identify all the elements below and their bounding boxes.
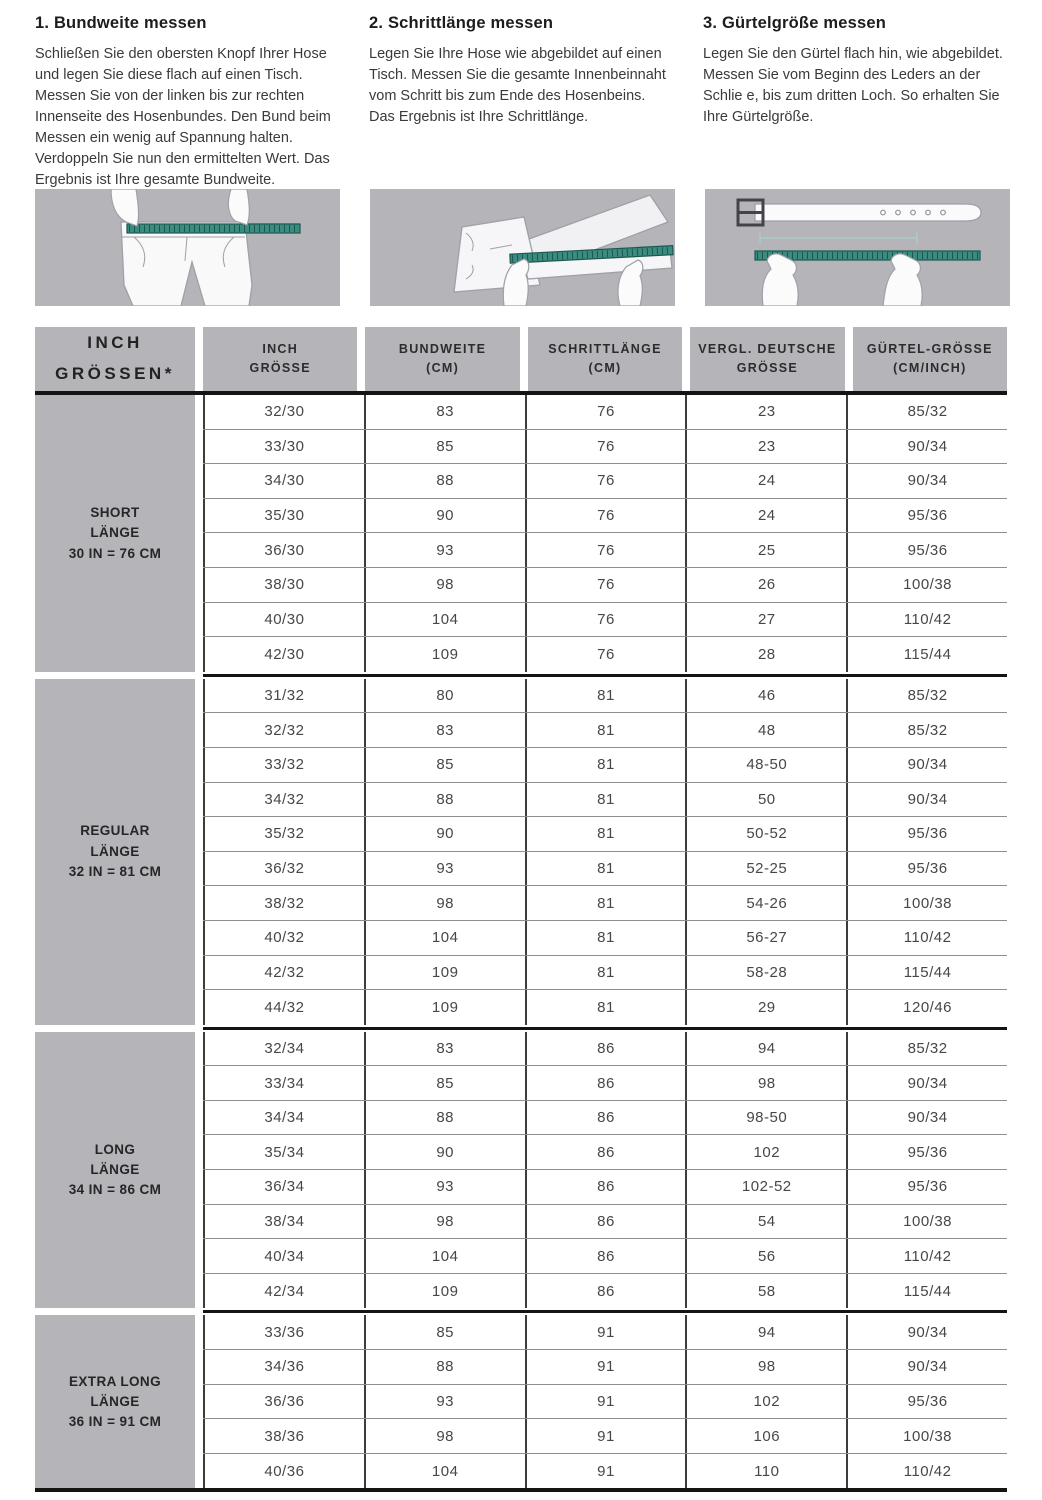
- table-cell: 76: [525, 395, 686, 429]
- table-cell: 86: [525, 1066, 686, 1100]
- belt-measure-illustration-box: [705, 189, 1010, 306]
- table-cell: 44/32: [203, 990, 364, 1025]
- table-cell: 120/46: [846, 990, 1007, 1025]
- illustrations: [35, 189, 1007, 306]
- table-cell: 109: [364, 1274, 525, 1309]
- table-cell: 24: [685, 499, 846, 533]
- pants-inseam-measure-icon: [370, 189, 675, 306]
- table-cell: 90/34: [846, 1315, 1007, 1349]
- table-cell: 81: [525, 748, 686, 782]
- table-cell: 81: [525, 990, 686, 1025]
- table-cell: 86: [525, 1101, 686, 1135]
- table-row: [203, 1419, 1007, 1454]
- section-label: LONG LÄNGE 34 IN = 86 CM: [35, 1032, 195, 1309]
- table-cell: 35/34: [203, 1135, 364, 1169]
- table-cell: 109: [364, 990, 525, 1025]
- column-header: VERGL. DEUTSCHE GRÖSSE: [690, 327, 844, 391]
- table-cell: 90/34: [846, 783, 1007, 817]
- table-cell: 38/30: [203, 568, 364, 602]
- table-cell: 33/34: [203, 1066, 364, 1100]
- table-cell: 109: [364, 637, 525, 672]
- table-cell: 88: [364, 1101, 525, 1135]
- table-cell: 36/34: [203, 1170, 364, 1204]
- table-cell: 81: [525, 886, 686, 920]
- table-cell: 85: [364, 1066, 525, 1100]
- table-row: [203, 1274, 1007, 1309]
- table-cell: 115/44: [846, 1274, 1007, 1309]
- table-cell: 76: [525, 533, 686, 567]
- table-cell: 28: [685, 637, 846, 672]
- measuring-tape: [127, 224, 300, 233]
- section-rows: [203, 679, 1007, 1025]
- instruction-step-3: [703, 14, 1007, 189]
- table-cell: 29: [685, 990, 846, 1025]
- hands: [111, 189, 249, 226]
- table-cell: 109: [364, 956, 525, 990]
- table-cell: 48-50: [685, 748, 846, 782]
- table-cell: 42/34: [203, 1274, 364, 1309]
- table-row: [203, 713, 1007, 748]
- table-cell: 100/38: [846, 568, 1007, 602]
- table-row: [203, 1170, 1007, 1205]
- table-row: [203, 956, 1007, 991]
- table-cell: 98: [364, 1419, 525, 1453]
- table-cell: 85/32: [846, 679, 1007, 713]
- section-label: REGULAR LÄNGE 32 IN = 81 CM: [35, 679, 195, 1025]
- table-cell: 98: [364, 568, 525, 602]
- table-cell: 86: [525, 1170, 686, 1204]
- table-cell: 33/32: [203, 748, 364, 782]
- table-cell: 35/30: [203, 499, 364, 533]
- table-cell: 35/32: [203, 817, 364, 851]
- table-cell: 94: [685, 1032, 846, 1066]
- table-cell: 95/36: [846, 1170, 1007, 1204]
- step-2-heading: 2. Schrittlänge messen: [369, 14, 554, 32]
- table-cell: 91: [525, 1385, 686, 1419]
- table-cell: 40/34: [203, 1239, 364, 1273]
- table-cell: 91: [525, 1315, 686, 1349]
- table-cell: 88: [364, 783, 525, 817]
- table-row: [203, 637, 1007, 672]
- table-cell: 104: [364, 1454, 525, 1489]
- table-row: [203, 921, 1007, 956]
- table-cell: 33/30: [203, 430, 364, 464]
- table-cell: 34/30: [203, 464, 364, 498]
- step-1-heading: 1. Bundweite messen: [35, 14, 207, 32]
- waist-measure-illustration-box: [35, 189, 340, 306]
- table-cell: 81: [525, 817, 686, 851]
- table-cell: 86: [525, 1135, 686, 1169]
- table-cell: 110/42: [846, 1454, 1007, 1489]
- table-cell: 36/32: [203, 852, 364, 886]
- table-cell: 58: [685, 1274, 846, 1309]
- table-cell: 110: [685, 1454, 846, 1489]
- table-cell: 81: [525, 679, 686, 713]
- table-cell: 93: [364, 1170, 525, 1204]
- table-cell: 50: [685, 783, 846, 817]
- table-cell: 42/30: [203, 637, 364, 672]
- table-row: [203, 748, 1007, 783]
- table-cell: 93: [364, 1385, 525, 1419]
- table-cell: 40/30: [203, 603, 364, 637]
- table-cell: 42/32: [203, 956, 364, 990]
- table-row: [203, 533, 1007, 568]
- column-header: SCHRITTLÄNGE (CM): [528, 327, 682, 391]
- table-cell: 91: [525, 1454, 686, 1489]
- table-section: [35, 679, 1007, 1025]
- table-cell: 102: [685, 1385, 846, 1419]
- table-cell: 56: [685, 1239, 846, 1273]
- section-rows: [203, 1315, 1007, 1488]
- table-cell: 26: [685, 568, 846, 602]
- corner-header-line2: GRÖSSEN*: [55, 364, 175, 383]
- table-cell: 58-28: [685, 956, 846, 990]
- belt-measure-icon: [705, 189, 1010, 306]
- table-cell: 94: [685, 1315, 846, 1349]
- table-cell: 90/34: [846, 748, 1007, 782]
- table-row: [203, 464, 1007, 499]
- step-3-heading: 3. Gürtelgröße messen: [703, 14, 887, 32]
- table-row: [203, 603, 1007, 638]
- table-cell: 85/32: [846, 395, 1007, 429]
- column-headers: [203, 327, 1007, 391]
- measure-guide-line: [760, 232, 917, 244]
- section-rows: [203, 395, 1007, 672]
- table-cell: 115/44: [846, 637, 1007, 672]
- section-divider-line: [203, 1027, 1007, 1030]
- table-cell: 36/30: [203, 533, 364, 567]
- section-rows: [203, 1032, 1007, 1309]
- table-body: [35, 395, 1007, 1488]
- table-cell: 90: [364, 499, 525, 533]
- table-row: [203, 1066, 1007, 1101]
- table-row: [203, 1315, 1007, 1350]
- table-cell: 38/32: [203, 886, 364, 920]
- table-cell: 93: [364, 852, 525, 886]
- table-row: [203, 886, 1007, 921]
- table-row: [203, 852, 1007, 887]
- table-cell: 104: [364, 1239, 525, 1273]
- table-bottom-line: [35, 1488, 1007, 1492]
- table-cell: 100/38: [846, 1419, 1007, 1453]
- table-cell: 90/34: [846, 1101, 1007, 1135]
- table-cell: 91: [525, 1350, 686, 1384]
- table-cell: 23: [685, 430, 846, 464]
- table-cell: 95/36: [846, 817, 1007, 851]
- table-row: [203, 1135, 1007, 1170]
- table-cell: 95/36: [846, 1135, 1007, 1169]
- table-cell: 38/36: [203, 1419, 364, 1453]
- table-section: [35, 1032, 1007, 1309]
- table-cell: 100/38: [846, 1205, 1007, 1239]
- table-cell: 85: [364, 1315, 525, 1349]
- table-cell: 104: [364, 921, 525, 955]
- table-cell: 40/32: [203, 921, 364, 955]
- size-table: [35, 327, 1007, 1492]
- step-2-description: Legen Sie Ihre Hose wie abgebildet auf einen Tisch. Messen Sie die gesamte Innenbeinnaht vom Schritt bis zum Ende des Hosenbeins. Das Ergebnis ist Ihre Schrittlänge.: [369, 46, 666, 126]
- table-cell: 83: [364, 395, 525, 429]
- column-header: GÜRTEL-GRÖSSE (CM/INCH): [853, 327, 1007, 391]
- table-cell: 110/42: [846, 921, 1007, 955]
- step-3-description: Legen Sie den Gürtel flach hin, wie abgebildet. Messen Sie vom Beginn des Leders an der Schlie e, bis zum dritten Loch. So erhalten Sie Ihre Gürtelgröße.: [703, 46, 1003, 126]
- table-cell: 98: [364, 1205, 525, 1239]
- table-cell: 90: [364, 817, 525, 851]
- table-cell: 54: [685, 1205, 846, 1239]
- table-cell: 34/34: [203, 1101, 364, 1135]
- column-header: BUNDWEITE (CM): [365, 327, 519, 391]
- step-1-description: Schließen Sie den obersten Knopf Ihrer Hose und legen Sie diese flach auf einen Tisch. Messen Sie von der linken bis zur rechten Innenseite des Hosenbundes. Den Bund beim Messen ein wenig auf Spannung halten. Verdoppeln Sie nun den ermittelten Wert. Das Ergebnis ist Ihre gesamte Bundweite.: [35, 46, 331, 189]
- table-cell: 48: [685, 713, 846, 747]
- table-row: [203, 1205, 1007, 1240]
- table-row: [203, 430, 1007, 465]
- table-cell: 80: [364, 679, 525, 713]
- table-cell: 56-27: [685, 921, 846, 955]
- section-label: EXTRA LONG LÄNGE 36 IN = 91 CM: [35, 1315, 195, 1488]
- table-cell: 33/36: [203, 1315, 364, 1349]
- table-cell: 88: [364, 464, 525, 498]
- table-cell: 95/36: [846, 533, 1007, 567]
- table-row: [203, 1350, 1007, 1385]
- table-cell: 81: [525, 921, 686, 955]
- table-cell: 102: [685, 1135, 846, 1169]
- table-cell: 81: [525, 956, 686, 990]
- table-cell: 98: [685, 1350, 846, 1384]
- table-cell: 85: [364, 748, 525, 782]
- table-row: [203, 568, 1007, 603]
- table-row: [203, 990, 1007, 1025]
- table-row: [203, 1101, 1007, 1136]
- table-cell: 76: [525, 430, 686, 464]
- table-cell: 40/36: [203, 1454, 364, 1489]
- table-cell: 98-50: [685, 1101, 846, 1135]
- hands: [762, 254, 922, 306]
- table-cell: 95/36: [846, 499, 1007, 533]
- table-cell: 90/34: [846, 1066, 1007, 1100]
- table-cell: 76: [525, 464, 686, 498]
- section-divider-line: [203, 674, 1007, 677]
- table-cell: 90/34: [846, 464, 1007, 498]
- table-row: [203, 817, 1007, 852]
- table-cell: 81: [525, 713, 686, 747]
- measuring-instructions: [35, 0, 1007, 189]
- table-cell: 106: [685, 1419, 846, 1453]
- pants-shape: [121, 222, 252, 306]
- table-cell: 95/36: [846, 1385, 1007, 1419]
- table-row: [203, 395, 1007, 430]
- table-cell: 83: [364, 1032, 525, 1066]
- table-cell: 95/36: [846, 852, 1007, 886]
- table-cell: 27: [685, 603, 846, 637]
- table-cell: 76: [525, 568, 686, 602]
- instruction-step-1: [35, 14, 339, 189]
- section-divider-line: [203, 1310, 1007, 1313]
- table-cell: 93: [364, 533, 525, 567]
- table-cell: 32/32: [203, 713, 364, 747]
- section-label: SHORT LÄNGE 30 IN = 76 CM: [35, 395, 195, 672]
- table-cell: 86: [525, 1239, 686, 1273]
- table-cell: 81: [525, 783, 686, 817]
- table-cell: 90: [364, 1135, 525, 1169]
- table-cell: 110/42: [846, 603, 1007, 637]
- table-row: [203, 1385, 1007, 1420]
- table-cell: 86: [525, 1274, 686, 1309]
- pants-waist-measure-icon: [35, 189, 340, 306]
- table-cell: 76: [525, 637, 686, 672]
- table-cell: 46: [685, 679, 846, 713]
- table-cell: 50-52: [685, 817, 846, 851]
- table-cell: 102-52: [685, 1170, 846, 1204]
- corner-header-line1: INCH: [87, 333, 143, 353]
- table-cell: 86: [525, 1205, 686, 1239]
- table-cell: 98: [364, 886, 525, 920]
- table-cell: 76: [525, 499, 686, 533]
- table-cell: 23: [685, 395, 846, 429]
- table-cell: 31/32: [203, 679, 364, 713]
- table-cell: 100/38: [846, 886, 1007, 920]
- table-cell: 85: [364, 430, 525, 464]
- instruction-step-2: [369, 14, 673, 189]
- table-row: [203, 679, 1007, 714]
- table-cell: 32/30: [203, 395, 364, 429]
- table-row: [203, 783, 1007, 818]
- table-row: [203, 499, 1007, 534]
- table-cell: 88: [364, 1350, 525, 1384]
- table-cell: 24: [685, 464, 846, 498]
- table-row: [203, 1239, 1007, 1274]
- table-cell: 52-25: [685, 852, 846, 886]
- table-header: [35, 327, 1007, 391]
- table-cell: 91: [525, 1419, 686, 1453]
- table-cell: 86: [525, 1032, 686, 1066]
- table-cell: 76: [525, 603, 686, 637]
- table-row: [203, 1032, 1007, 1067]
- table-cell: 104: [364, 603, 525, 637]
- table-cell: 90/34: [846, 1350, 1007, 1384]
- corner-header: [35, 327, 195, 391]
- table-cell: 34/32: [203, 783, 364, 817]
- table-cell: 38/34: [203, 1205, 364, 1239]
- table-cell: 34/36: [203, 1350, 364, 1384]
- table-cell: 90/34: [846, 430, 1007, 464]
- table-cell: 85/32: [846, 1032, 1007, 1066]
- table-cell: 98: [685, 1066, 846, 1100]
- table-cell: 83: [364, 713, 525, 747]
- belt: [738, 200, 981, 225]
- table-cell: 110/42: [846, 1239, 1007, 1273]
- table-cell: 32/34: [203, 1032, 364, 1066]
- inseam-measure-illustration-box: [370, 189, 675, 306]
- table-cell: 54-26: [685, 886, 846, 920]
- table-cell: 85/32: [846, 713, 1007, 747]
- table-section: [35, 395, 1007, 672]
- column-header: INCH GRÖSSE: [203, 327, 357, 391]
- table-section: [35, 1315, 1007, 1488]
- table-cell: 81: [525, 852, 686, 886]
- table-cell: 25: [685, 533, 846, 567]
- table-cell: 115/44: [846, 956, 1007, 990]
- table-cell: 36/36: [203, 1385, 364, 1419]
- table-row: [203, 1454, 1007, 1489]
